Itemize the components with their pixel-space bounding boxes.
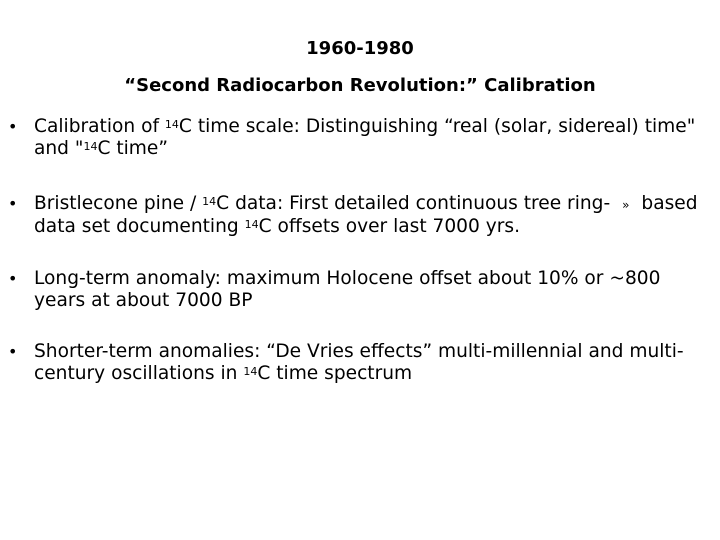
bullet-text-part: Calibration of [34, 116, 165, 137]
bullet-long-term-anomaly [8, 268, 714, 312]
bullet-text-part: C time” [97, 138, 168, 159]
bullet-dot-icon: • [8, 194, 18, 213]
superscript-14: 14 [202, 195, 217, 208]
superscript-14: 14 [83, 140, 98, 153]
bullet-text: Long-term anomaly: maximum Holocene offset about 10% or ~800 years at about 7000 BP [34, 268, 661, 311]
superscript-14: 14 [244, 218, 259, 231]
bullet-text-part: based data set documenting [34, 193, 698, 237]
bullet-bristlecone [8, 193, 714, 238]
bullet-text-part: Bristlecone pine / [34, 193, 203, 214]
superscript-14: 14 [164, 118, 179, 131]
bullet-text-part: Shorter-term anomalies: “De Vries effects” multi-millennial and multi-century oscillations in [34, 341, 684, 384]
bullet-dot-icon: • [8, 269, 18, 288]
bullet-dot-icon: • [8, 342, 18, 361]
bullet-list [8, 116, 714, 418]
bullet-shorter-term-anomalies [8, 341, 714, 385]
slide-title: “Second Radiocarbon Revolution:” Calibration [124, 75, 596, 96]
bullet-text-part: C time spectrum [257, 363, 413, 384]
bullet-text-part: C time scale: Distinguishing “real (solar, sidereal) time" and " [34, 116, 696, 159]
bullet-calibration [8, 116, 714, 160]
bullet-text-part: C data: First detailed continuous tree ring- [216, 193, 611, 214]
bullet-dot-icon: • [8, 117, 18, 136]
bullet-text-part: C offsets over last 7000 yrs. [258, 216, 521, 237]
slide-title-years: 1960-1980 [306, 38, 414, 59]
superscript-14: 14 [243, 365, 258, 378]
double-arrow-icon: » [622, 198, 630, 212]
